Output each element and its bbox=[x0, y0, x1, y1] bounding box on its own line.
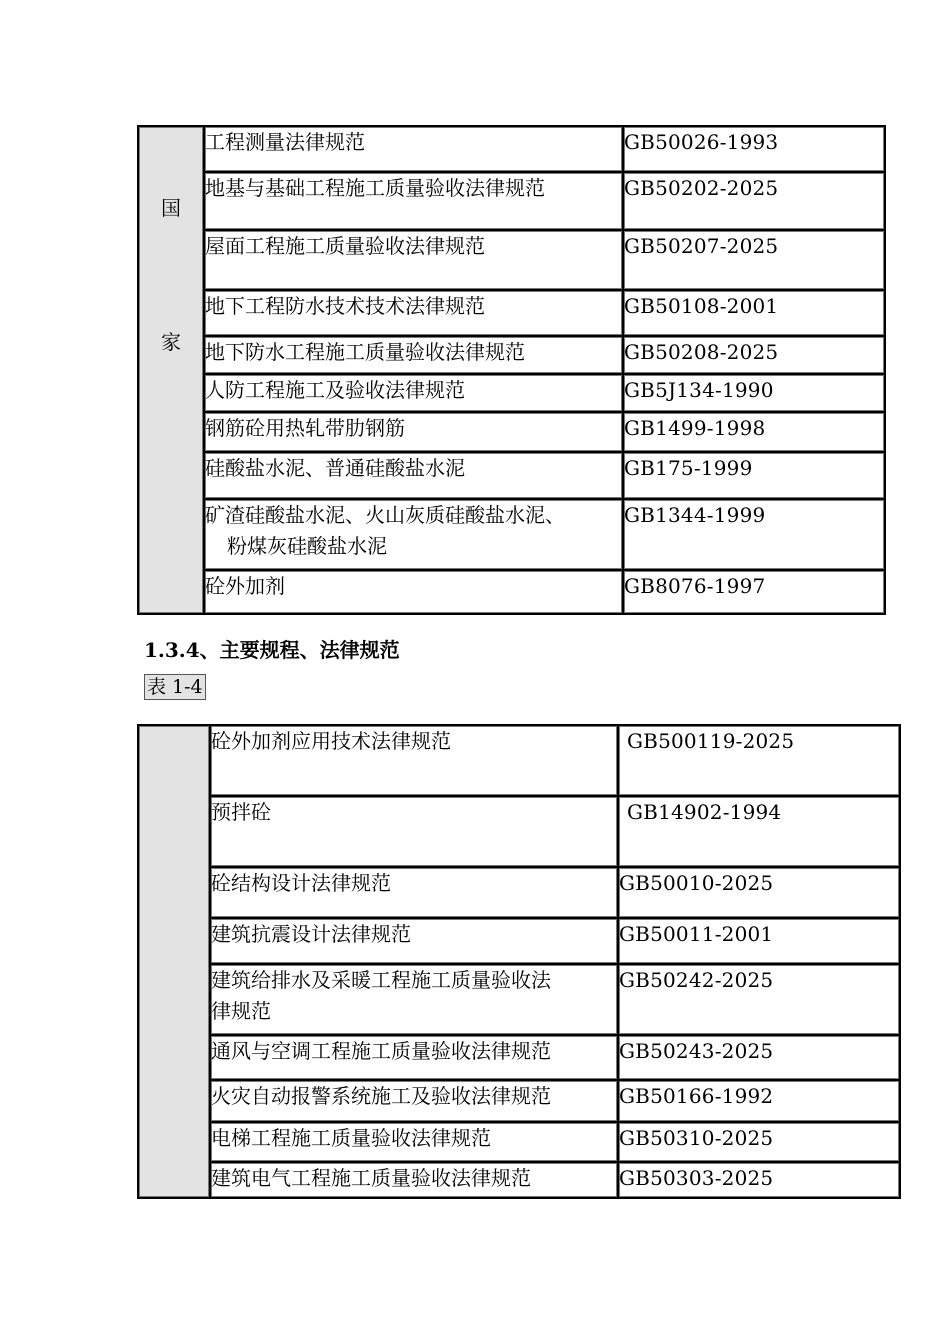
standard-name: 屋面工程施工质量验收法律规范 bbox=[204, 230, 623, 290]
table-row bbox=[138, 918, 900, 964]
standards-table-main bbox=[137, 724, 901, 1199]
standards-table-national bbox=[137, 125, 886, 615]
standard-name bbox=[204, 499, 623, 570]
category-cell bbox=[138, 725, 210, 1198]
standard-code: GB50208-2025 bbox=[623, 336, 885, 374]
standard-name: 建筑电气工程施工质量验收法律规范 bbox=[210, 1162, 618, 1198]
standard-name: 砼结构设计法律规范 bbox=[210, 867, 618, 918]
standard-name: 通风与空调工程施工质量验收法律规范 bbox=[210, 1035, 618, 1080]
standard-code: GB8076-1997 bbox=[623, 570, 885, 614]
standard-code: GB14902-1994 bbox=[618, 796, 900, 867]
standard-name: 火灾自动报警系统施工及验收法律规范 bbox=[210, 1080, 618, 1122]
standard-code: GB175-1999 bbox=[623, 452, 885, 499]
standard-code: GB50242-2025 bbox=[618, 964, 900, 1035]
table-row bbox=[138, 126, 885, 172]
standard-name: 钢筋砼用热轧带肋钢筋 bbox=[204, 412, 623, 452]
standard-code: GB50026-1993 bbox=[623, 126, 885, 172]
table-row bbox=[138, 412, 885, 452]
standard-name-line: 律规范 bbox=[211, 999, 271, 1023]
standard-code: GB1344-1999 bbox=[623, 499, 885, 570]
table-row bbox=[138, 290, 885, 336]
table-row bbox=[138, 172, 885, 230]
standard-code: GB50303-2025 bbox=[618, 1162, 900, 1198]
standard-name-line: 建筑给排水及采暖工程施工质量验收法 bbox=[211, 968, 551, 992]
standard-code: GB5J134-1990 bbox=[623, 374, 885, 412]
standard-code: GB1499-1998 bbox=[623, 412, 885, 452]
standard-name: 地基与基础工程施工质量验收法律规范 bbox=[204, 172, 623, 230]
standard-code: GB50202-2025 bbox=[623, 172, 885, 230]
standard-name-line: 矿渣硅酸盐水泥、火山灰质硅酸盐水泥、 bbox=[205, 503, 565, 527]
standard-name: 电梯工程施工质量验收法律规范 bbox=[210, 1122, 618, 1162]
standard-name: 地下防水工程施工质量验收法律规范 bbox=[204, 336, 623, 374]
table-caption: 表 1-4 bbox=[144, 674, 206, 700]
table-row bbox=[138, 230, 885, 290]
table-row bbox=[138, 570, 885, 614]
table-row bbox=[138, 336, 885, 374]
standard-code: GB500119-2025 bbox=[618, 725, 900, 796]
standard-name: 建筑抗震设计法律规范 bbox=[210, 918, 618, 964]
table-row bbox=[138, 725, 900, 796]
standard-name bbox=[210, 964, 618, 1035]
table-row bbox=[138, 1080, 900, 1122]
standard-code: GB50166-1992 bbox=[618, 1080, 900, 1122]
table-row bbox=[138, 374, 885, 412]
standard-name-line: 粉煤灰硅酸盐水泥 bbox=[227, 534, 387, 558]
table-row bbox=[138, 499, 885, 570]
standard-code: GB50011-2001 bbox=[618, 918, 900, 964]
table-row bbox=[138, 1122, 900, 1162]
section-heading: 1.3.4、主要规程、法律规范 bbox=[144, 638, 400, 662]
table-row bbox=[138, 1162, 900, 1198]
category-char: 国 bbox=[161, 196, 181, 220]
table-row bbox=[138, 796, 900, 867]
standard-name: 硅酸盐水泥、普通硅酸盐水泥 bbox=[204, 452, 623, 499]
category-char: 家 bbox=[161, 330, 181, 354]
standard-name: 砼外加剂应用技术法律规范 bbox=[210, 725, 618, 796]
standard-name: 预拌砼 bbox=[210, 796, 618, 867]
standard-code: GB50207-2025 bbox=[623, 230, 885, 290]
standard-name: 地下工程防水技术技术法律规范 bbox=[204, 290, 623, 336]
standard-code: GB50310-2025 bbox=[618, 1122, 900, 1162]
table-row bbox=[138, 964, 900, 1035]
standard-name: 工程测量法律规范 bbox=[204, 126, 623, 172]
standard-code: GB50010-2025 bbox=[618, 867, 900, 918]
standard-name: 砼外加剂 bbox=[204, 570, 623, 614]
table-row bbox=[138, 867, 900, 918]
table-row bbox=[138, 452, 885, 499]
standard-name: 人防工程施工及验收法律规范 bbox=[204, 374, 623, 412]
standard-code: GB50108-2001 bbox=[623, 290, 885, 336]
standard-code: GB50243-2025 bbox=[618, 1035, 900, 1080]
category-cell bbox=[138, 126, 204, 614]
table-row bbox=[138, 1035, 900, 1080]
